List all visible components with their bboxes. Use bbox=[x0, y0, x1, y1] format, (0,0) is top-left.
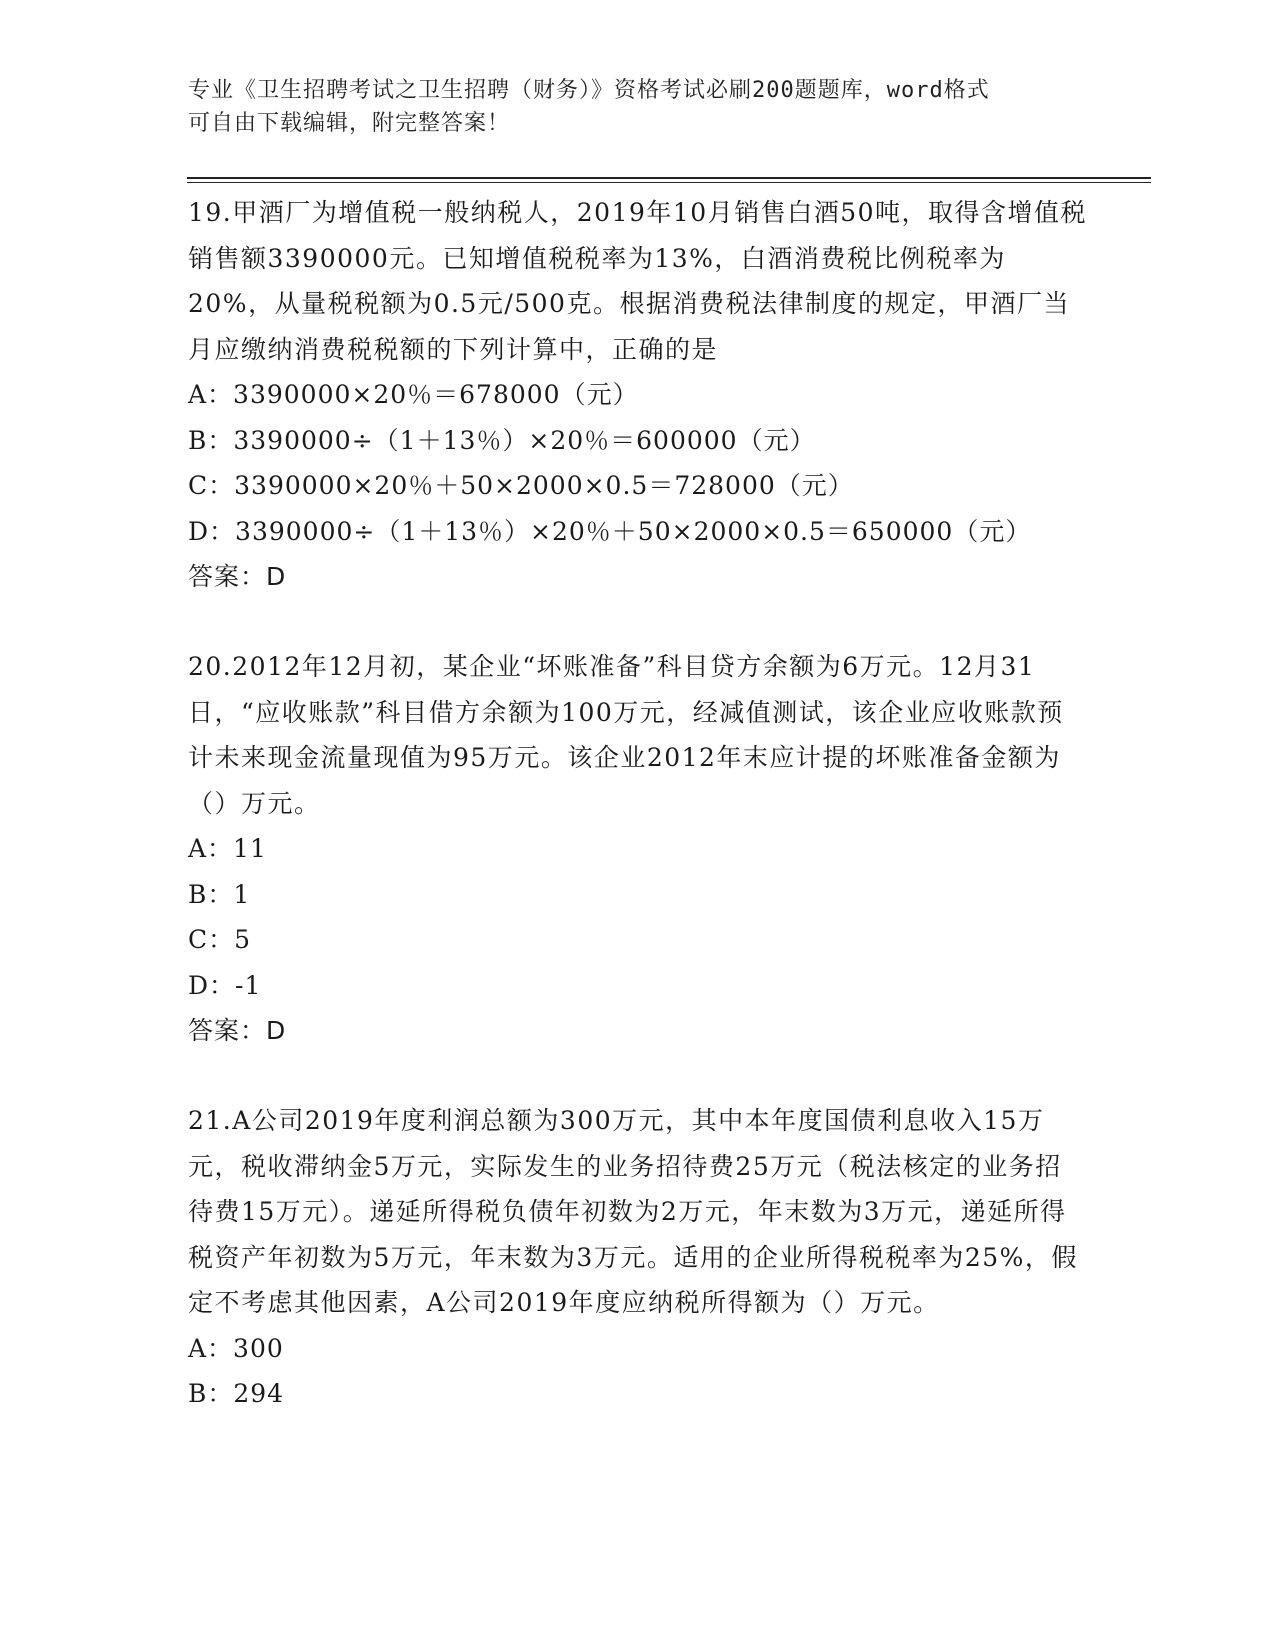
option-a: A：300 bbox=[188, 1333, 284, 1363]
option-a: A：11 bbox=[188, 834, 267, 863]
question-spacer bbox=[188, 1053, 1088, 1098]
header-divider-thin bbox=[187, 182, 1151, 183]
option-c: C：5 bbox=[188, 925, 252, 954]
option-d: D：-1 bbox=[188, 970, 262, 1000]
option-b: B：1 bbox=[188, 879, 251, 909]
option-d: D：3390000÷（1＋13％）×20％＋50×2000×0.5＝650000（元） bbox=[188, 516, 1032, 546]
question-20 bbox=[188, 644, 1088, 1053]
question-spacer bbox=[188, 599, 1088, 644]
question-21 bbox=[188, 1098, 1088, 1417]
header-divider-thick bbox=[187, 177, 1151, 179]
answer-line: 答案：D bbox=[188, 562, 287, 591]
header-line-2: 可自由下载编辑，附完整答案！ bbox=[188, 111, 511, 136]
question-19 bbox=[188, 190, 1088, 599]
question-stem: 21.A公司2019年度利润总额为300万元，其中本年度国债利息收入15万元，税收滞纳金5万元，实际发生的业务招待费25万元（税法核定的业务招待费15万元）。递延所得税负债年初数为2万元，年末数为3万元，递延所得税资产年初数为5万元，年末数为3万元。适用的企业所得税税率为25%，假定不考虑其他因素，A公司2019年度应纳税所得额为（）万元。 bbox=[188, 1106, 1078, 1317]
question-stem: 20.2012年12月初，某企业“坏账准备”科目贷方余额为6万元。12月31日，“应收账款”科目借方余额为100万元，经减值测试，该企业应收账款预计未来现金流量现值为95万元。该企业2012年末应计提的坏账准备金额为（）万元。 bbox=[188, 652, 1064, 818]
header-line-1: 专业《卫生招聘考试之卫生招聘（财务）》资格考试必刷200题题库，word格式 bbox=[188, 78, 990, 103]
answer-line: 答案：D bbox=[188, 1016, 287, 1045]
document-header bbox=[188, 74, 1088, 140]
question-list bbox=[188, 190, 1088, 1417]
option-c: C：3390000×20％＋50×2000×0.5＝728000（元） bbox=[188, 471, 854, 500]
question-stem: 19.甲酒厂为增值税一般纳税人，2019年10月销售白酒50吨，取得含增值税销售额3390000元。已知增值税税率为13%，白酒消费税比例税率为20%，从量税税额为0.5元/500克。根据消费税法律制度的规定，甲酒厂当月应缴纳消费税税额的下列计算中，正确的是 bbox=[188, 198, 1088, 364]
option-b: B：3390000÷（1＋13％）×20％＝600000（元） bbox=[188, 425, 816, 455]
option-b: B：294 bbox=[188, 1379, 285, 1408]
option-a: A：3390000×20％＝678000（元） bbox=[188, 380, 639, 409]
